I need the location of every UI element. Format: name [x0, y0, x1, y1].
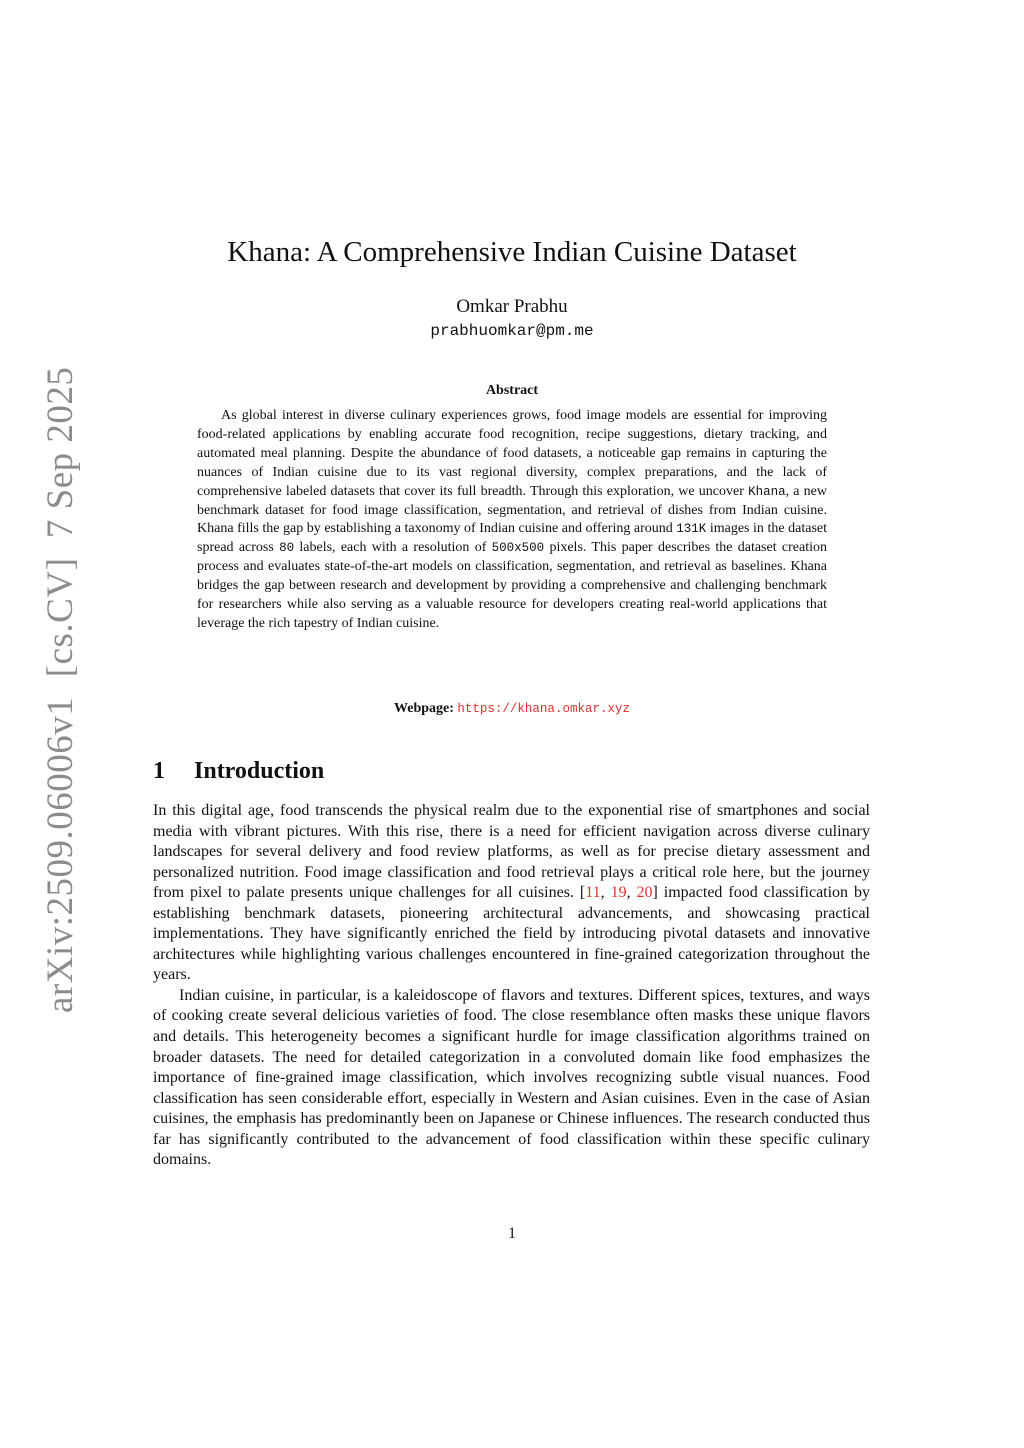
citation-separator: ,: [600, 884, 611, 902]
intro-p1-text-a: In this digital age, food transcends the physical realm due to the exponential rise of smartphones and social media with vibrant pictures. With this rise, there is a need for efficient navigation across diverse culinary landscapes for several delivery and food review platforms, as well as for precise dietary assessment and personalized nutrition. Food image classification and food retrieval plays a critical role here, but the journey from pixel to palate presents unique challenges for all cuisines. [: [153, 802, 870, 902]
dataset-name: Khana: [748, 484, 786, 499]
image-resolution: 500x500: [491, 541, 545, 556]
citation-link[interactable]: 19: [610, 884, 627, 902]
abstract-text-2: , a new benchmark dataset for food image classification, segmentation, and retrieval of dishes from Indian cuisine. Khana fills the gap by establishing a taxonomy of Indian cuisine and offering around: [197, 483, 827, 537]
arxiv-date: 7 Sep 2025: [40, 366, 81, 539]
intro-paragraph-2: Indian cuisine, in particular, is a kaleidoscope of flavors and textures. Different spices, textures, and ways of cooking create several delicious varieties of food. The close resemblance often masks these unique flavors and details. This heterogeneity becomes a significant hurdle for image classification algorithms trained on broader datasets. The need for detailed categorization in a convoluted domain like food emphasizes the importance of fine-grained image classification, which involves recognizing subtle visual nuances. Food classification has seen considerable effort, especially in Western and Asian cuisines. Even in the case of Asian cuisines, the emphasis has predominantly been on Japanese or Chinese influences. The research conducted thus far has significantly contributed to the advancement of food classification within these specific culinary domains.: [153, 986, 870, 1169]
section-title: Introduction: [194, 758, 325, 784]
abstract-text-3: images in the dataset spread across: [197, 521, 827, 556]
introduction-body: [153, 801, 870, 1171]
arxiv-identifier-stamp: [40, 366, 81, 1013]
intro-p1-text-b: ] impacted food classification by establishing benchmark datasets, pioneering architectural advancements, and showcasing practical implementations. They have significantly enriched the field by introducing pivotal datasets and innovative architectures while highlighting various challenges encountered in fine-grained categorization throughout the years.: [153, 884, 871, 984]
page-number: 1: [508, 1225, 516, 1242]
arxiv-id: arXiv:2509.06006v1: [40, 696, 81, 1013]
abstract-heading: Abstract: [485, 383, 539, 398]
webpage-link[interactable]: https://khana.omkar.xyz: [457, 702, 630, 716]
webpage-label: Webpage:: [394, 701, 454, 716]
citation-link[interactable]: 20: [636, 884, 653, 902]
author-email: prabhuomkar@pm.me: [430, 322, 594, 340]
image-count: 131K: [676, 522, 707, 537]
citation-separator: ,: [626, 884, 637, 902]
label-count: 80: [279, 541, 295, 556]
abstract-text-5: pixels. This paper describes the dataset creation process and evaluates state-of-the-art models on classification, segmentation, and retrieval as baselines. Khana bridges the gap between research and development by providing a comprehensive and challenging benchmark for researchers while also serving as a valuable resource for developers creating real-world applications that leverage the rich tapestry of Indian cuisine.: [197, 540, 827, 631]
abstract-body: [197, 407, 827, 634]
arxiv-category: [cs.CV]: [40, 557, 81, 678]
section-number: 1: [153, 758, 165, 784]
author-name: Omkar Prabhu: [456, 296, 568, 317]
abstract-text-4: labels, each with a resolution of: [294, 540, 492, 556]
intro-paragraph-1: [153, 801, 870, 986]
webpage-line: [0, 699, 1024, 719]
abstract-text-1: As global interest in diverse culinary experiences grows, food image models are essential for improving food-related applications by enabling accurate food recognition, recipe suggestions, dietary tracking, and automated meal planning. Despite the abundance of food datasets, a noticeable gap remains in capturing the nuances of Indian cuisine due to its vast regional diversity, complex preparations, and the lack of comprehensive labeled datasets that cover its full breadth. Through this exploration, we uncover: [197, 408, 827, 499]
citation-link[interactable]: 11: [585, 884, 601, 902]
section-heading-introduction: [153, 756, 324, 786]
paper-title: Khana: A Comprehensive Indian Cuisine Dataset: [227, 236, 797, 268]
